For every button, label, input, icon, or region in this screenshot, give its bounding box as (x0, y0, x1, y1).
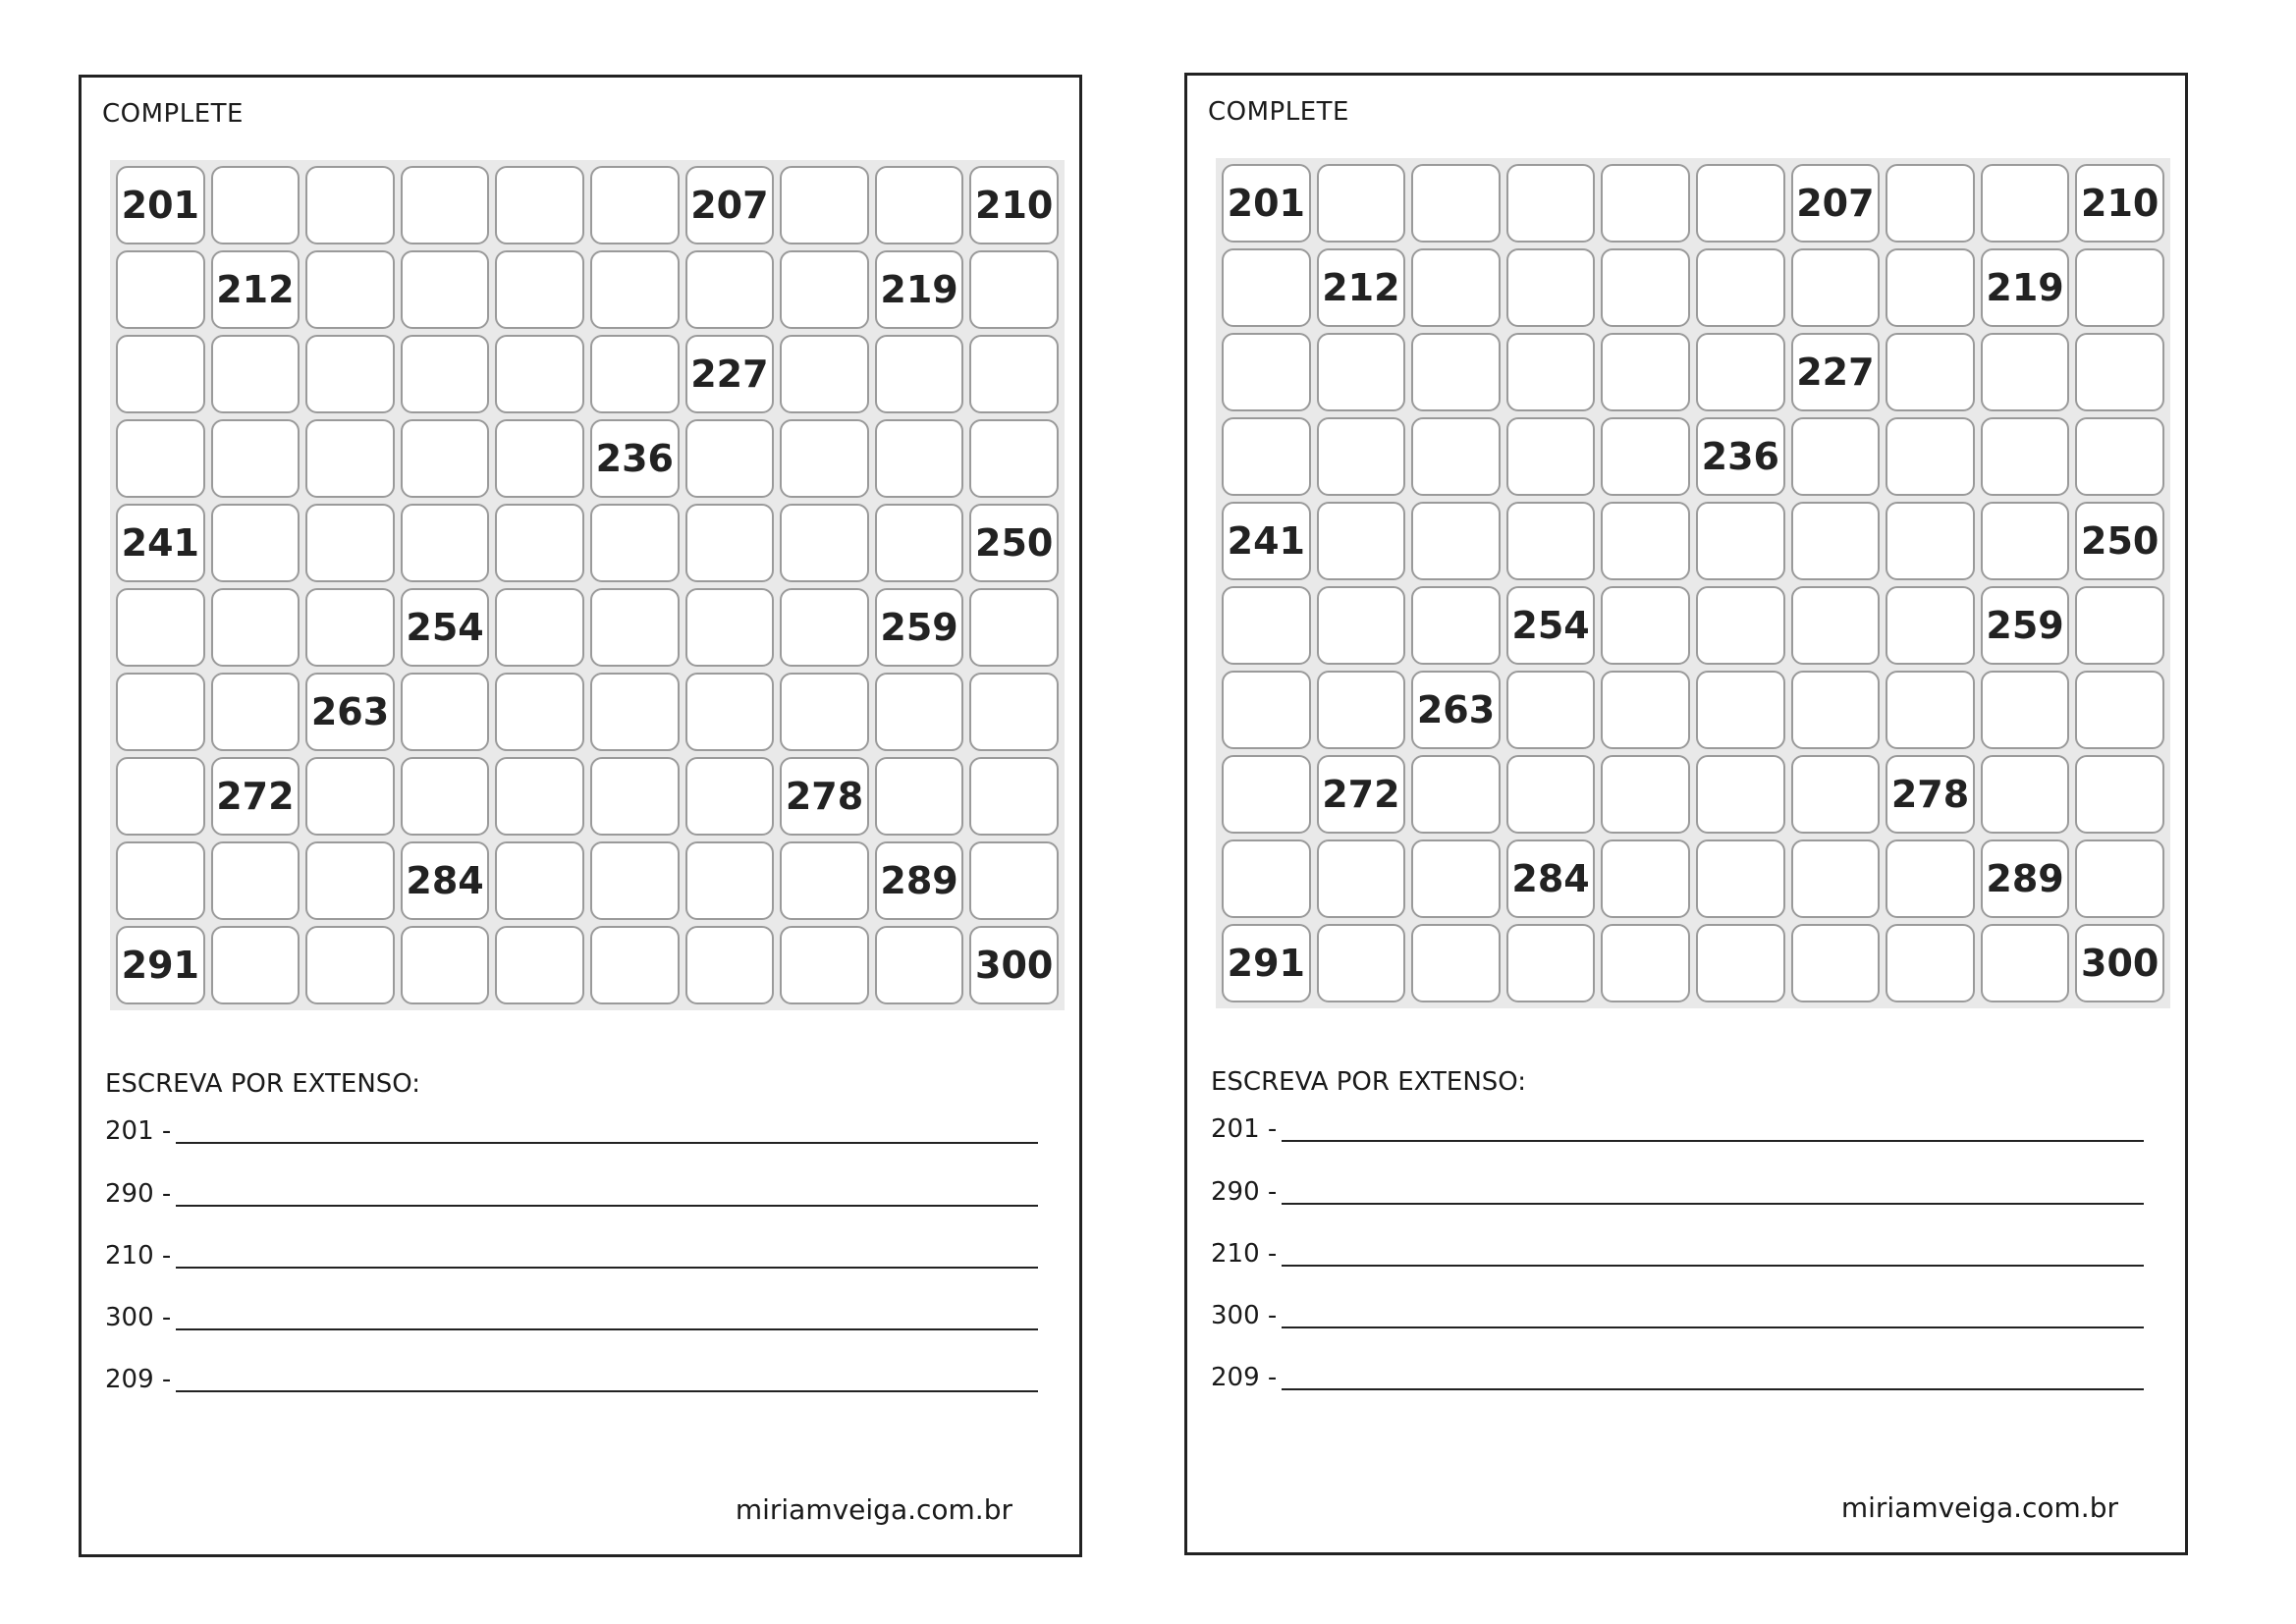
grid-cell-blank[interactable] (1696, 333, 1785, 411)
grid-cell-blank[interactable] (495, 166, 584, 244)
grid-cell-blank[interactable] (401, 166, 490, 244)
grid-cell-blank[interactable] (2075, 755, 2164, 834)
grid-cell-blank[interactable] (305, 504, 395, 582)
grid-cell-given: 219 (1981, 248, 2070, 327)
grid-cell-blank[interactable] (211, 504, 301, 582)
grid-cell-blank[interactable] (211, 588, 301, 667)
write-line[interactable] (105, 1297, 1038, 1336)
grid-cell-blank[interactable] (685, 419, 775, 498)
grid-cell-given: 227 (1791, 333, 1881, 411)
grid-cell-blank[interactable] (685, 841, 775, 920)
grid-cell-given: 289 (875, 841, 964, 920)
grid-cell-blank[interactable] (1791, 839, 1881, 918)
grid-cell-blank[interactable] (211, 926, 301, 1004)
grid-cell-blank[interactable] (1411, 839, 1501, 918)
grid-cell-given: 227 (685, 335, 775, 413)
grid-cell-blank[interactable] (875, 926, 964, 1004)
number-grid (1216, 158, 2170, 1008)
grid-cell-blank[interactable] (590, 335, 680, 413)
grid-cell-given: 201 (1222, 164, 1311, 243)
grid-cell-given: 241 (1222, 502, 1311, 580)
answer-rule (1282, 1388, 2144, 1390)
grid-cell-blank[interactable] (2075, 417, 2164, 496)
grid-cell-blank[interactable] (590, 757, 680, 836)
write-line-number: 210 - (1211, 1239, 1278, 1269)
grid-cell-blank[interactable] (969, 335, 1059, 413)
grid-cell-blank[interactable] (495, 673, 584, 751)
grid-cell-blank[interactable] (685, 757, 775, 836)
grid-cell-blank[interactable] (1506, 333, 1596, 411)
grid-cell-given: 212 (1317, 248, 1406, 327)
grid-cell-blank[interactable] (1601, 755, 1690, 834)
answer-rule (1282, 1265, 2144, 1267)
grid-cell-blank[interactable] (1981, 502, 2070, 580)
grid-cell-given: 236 (1696, 417, 1785, 496)
grid-cell-given: 250 (969, 504, 1059, 582)
write-line-number: 201 - (105, 1116, 172, 1146)
grid-cell-blank[interactable] (685, 588, 775, 667)
grid-cell-blank[interactable] (401, 673, 490, 751)
grid-cell-blank[interactable] (875, 757, 964, 836)
grid-cell-blank[interactable] (2075, 248, 2164, 327)
answer-rule (176, 1328, 1038, 1330)
grid-cell-blank[interactable] (1981, 671, 2070, 749)
grid-cell-blank[interactable] (305, 588, 395, 667)
grid-cell-given: 250 (2075, 502, 2164, 580)
grid-cell-given: 207 (685, 166, 775, 244)
grid-cell-blank[interactable] (305, 250, 395, 329)
grid-cell-blank[interactable] (969, 673, 1059, 751)
grid-cell-blank[interactable] (1886, 924, 1975, 1002)
grid-cell-given: 300 (969, 926, 1059, 1004)
answer-rule (1282, 1326, 2144, 1328)
grid-cell-blank[interactable] (1791, 671, 1881, 749)
grid-cell-blank[interactable] (1791, 755, 1881, 834)
grid-cell-blank[interactable] (590, 504, 680, 582)
worksheet-heading: COMPLETE (102, 99, 244, 129)
grid-cell-blank[interactable] (1696, 248, 1785, 327)
grid-cell-blank[interactable] (1981, 164, 2070, 243)
grid-cell-blank[interactable] (401, 926, 490, 1004)
grid-cell-blank[interactable] (1222, 417, 1311, 496)
grid-cell-blank[interactable] (780, 673, 869, 751)
grid-cell-blank[interactable] (495, 250, 584, 329)
grid-cell-blank[interactable] (1506, 671, 1596, 749)
grid-cell-given: 263 (1411, 671, 1501, 749)
grid-cell-blank[interactable] (1791, 924, 1881, 1002)
grid-cell-blank[interactable] (1411, 586, 1501, 665)
grid-cell-blank[interactable] (780, 250, 869, 329)
grid-cell-blank[interactable] (1222, 248, 1311, 327)
grid-cell-blank[interactable] (495, 757, 584, 836)
grid-cell-blank[interactable] (2075, 839, 2164, 918)
grid-cell-blank[interactable] (1411, 248, 1501, 327)
grid-cell-blank[interactable] (401, 757, 490, 836)
write-line-number: 210 - (105, 1241, 172, 1271)
grid-cell-given: 254 (401, 588, 490, 667)
grid-cell-blank[interactable] (1981, 333, 2070, 411)
grid-cell-blank[interactable] (1411, 333, 1501, 411)
grid-cell-blank[interactable] (1317, 924, 1406, 1002)
write-line-number: 209 - (105, 1365, 172, 1394)
grid-cell-given: 254 (1506, 586, 1596, 665)
grid-cell-blank[interactable] (1317, 839, 1406, 918)
grid-cell-blank[interactable] (1696, 164, 1785, 243)
grid-cell-blank[interactable] (875, 335, 964, 413)
grid-cell-blank[interactable] (401, 250, 490, 329)
grid-cell-blank[interactable] (211, 419, 301, 498)
grid-cell-blank[interactable] (211, 841, 301, 920)
grid-cell-blank[interactable] (1791, 248, 1881, 327)
grid-cell-blank[interactable] (1506, 248, 1596, 327)
write-line[interactable] (1211, 1109, 2144, 1148)
grid-cell-blank[interactable] (685, 250, 775, 329)
grid-cell-given: 207 (1791, 164, 1881, 243)
write-line-number: 290 - (1211, 1177, 1278, 1207)
grid-cell-blank[interactable] (116, 841, 205, 920)
write-line-number: 300 - (105, 1303, 172, 1332)
grid-cell-blank[interactable] (495, 841, 584, 920)
write-line-number: 209 - (1211, 1363, 1278, 1392)
grid-cell-blank[interactable] (1696, 924, 1785, 1002)
grid-cell-blank[interactable] (1601, 164, 1690, 243)
grid-cell-blank[interactable] (2075, 333, 2164, 411)
grid-cell-blank[interactable] (305, 926, 395, 1004)
grid-cell-blank[interactable] (1696, 502, 1785, 580)
grid-cell-blank[interactable] (116, 419, 205, 498)
grid-cell-blank[interactable] (1411, 924, 1501, 1002)
answer-rule (176, 1267, 1038, 1269)
grid-cell-blank[interactable] (116, 673, 205, 751)
grid-cell-given: 210 (969, 166, 1059, 244)
grid-cell-given: 259 (1981, 586, 2070, 665)
grid-cell-given: 278 (1886, 755, 1975, 834)
grid-cell-blank[interactable] (211, 335, 301, 413)
answer-rule (176, 1142, 1038, 1144)
grid-cell-blank[interactable] (1886, 671, 1975, 749)
grid-cell-blank[interactable] (1886, 417, 1975, 496)
answer-rule (1282, 1203, 2144, 1205)
grid-cell-blank[interactable] (685, 504, 775, 582)
grid-cell-blank[interactable] (780, 166, 869, 244)
grid-cell-blank[interactable] (1696, 671, 1785, 749)
write-line[interactable] (1211, 1357, 2144, 1396)
grid-cell-blank[interactable] (590, 588, 680, 667)
grid-cell-given: 284 (401, 841, 490, 920)
grid-cell-blank[interactable] (116, 588, 205, 667)
grid-cell-blank[interactable] (1506, 924, 1596, 1002)
grid-cell-blank[interactable] (1506, 164, 1596, 243)
write-in-words-title: ESCREVA POR EXTENSO: (105, 1069, 421, 1099)
grid-cell-blank[interactable] (495, 419, 584, 498)
grid-cell-blank[interactable] (1696, 839, 1785, 918)
grid-cell-blank[interactable] (1601, 924, 1690, 1002)
write-line[interactable] (105, 1235, 1038, 1274)
grid-cell-blank[interactable] (1222, 333, 1311, 411)
grid-cell-blank[interactable] (211, 166, 301, 244)
grid-cell-blank[interactable] (969, 757, 1059, 836)
grid-cell-blank[interactable] (969, 419, 1059, 498)
answer-rule (176, 1205, 1038, 1207)
grid-cell-blank[interactable] (685, 926, 775, 1004)
grid-cell-given: 300 (2075, 924, 2164, 1002)
grid-cell-blank[interactable] (211, 673, 301, 751)
grid-cell-blank[interactable] (1506, 417, 1596, 496)
write-line[interactable] (1211, 1171, 2144, 1211)
grid-cell-blank[interactable] (590, 250, 680, 329)
grid-cell-blank[interactable] (875, 166, 964, 244)
grid-cell-blank[interactable] (495, 926, 584, 1004)
grid-cell-blank[interactable] (780, 926, 869, 1004)
grid-cell-given: 272 (211, 757, 301, 836)
grid-cell-blank[interactable] (969, 841, 1059, 920)
grid-cell-blank[interactable] (495, 504, 584, 582)
write-line[interactable] (105, 1359, 1038, 1398)
write-line[interactable] (1211, 1233, 2144, 1272)
write-line-number: 300 - (1211, 1301, 1278, 1330)
grid-cell-blank[interactable] (1317, 164, 1406, 243)
grid-cell-given: 291 (1222, 924, 1311, 1002)
grid-cell-blank[interactable] (495, 335, 584, 413)
grid-cell-blank[interactable] (1791, 417, 1881, 496)
grid-cell-blank[interactable] (1506, 502, 1596, 580)
grid-cell-blank[interactable] (875, 419, 964, 498)
grid-cell-blank[interactable] (1981, 755, 2070, 834)
grid-cell-blank[interactable] (1601, 586, 1690, 665)
grid-cell-given: 291 (116, 926, 205, 1004)
grid-cell-blank[interactable] (1886, 839, 1975, 918)
grid-cell-blank[interactable] (1506, 755, 1596, 834)
grid-cell-blank[interactable] (590, 926, 680, 1004)
grid-cell-blank[interactable] (116, 250, 205, 329)
write-line-number: 201 - (1211, 1114, 1278, 1144)
footer-website: miriamveiga.com.br (735, 1493, 1012, 1526)
grid-cell-given: 210 (2075, 164, 2164, 243)
grid-cell-blank[interactable] (1696, 755, 1785, 834)
grid-cell-blank[interactable] (1696, 586, 1785, 665)
grid-cell-blank[interactable] (305, 757, 395, 836)
write-line-number: 290 - (105, 1179, 172, 1209)
grid-cell-given: 236 (590, 419, 680, 498)
grid-cell-blank[interactable] (969, 588, 1059, 667)
grid-cell-blank[interactable] (1317, 333, 1406, 411)
grid-cell-blank[interactable] (1601, 502, 1690, 580)
grid-cell-blank[interactable] (1791, 502, 1881, 580)
grid-cell-blank[interactable] (116, 335, 205, 413)
grid-cell-blank[interactable] (1601, 839, 1690, 918)
grid-cell-blank[interactable] (1222, 586, 1311, 665)
grid-cell-blank[interactable] (875, 504, 964, 582)
grid-cell-blank[interactable] (1601, 417, 1690, 496)
grid-cell-blank[interactable] (1411, 164, 1501, 243)
grid-cell-blank[interactable] (1886, 248, 1975, 327)
grid-cell-blank[interactable] (1886, 586, 1975, 665)
grid-cell-given: 241 (116, 504, 205, 582)
grid-cell-given: 212 (211, 250, 301, 329)
grid-cell-blank[interactable] (495, 588, 584, 667)
grid-cell-blank[interactable] (1601, 671, 1690, 749)
grid-cell-given: 284 (1506, 839, 1596, 918)
grid-cell-blank[interactable] (1222, 755, 1311, 834)
grid-cell-blank[interactable] (1222, 671, 1311, 749)
grid-cell-given: 289 (1981, 839, 2070, 918)
grid-cell-blank[interactable] (401, 419, 490, 498)
grid-cell-blank[interactable] (590, 841, 680, 920)
grid-cell-blank[interactable] (780, 588, 869, 667)
grid-cell-blank[interactable] (780, 419, 869, 498)
grid-cell-blank[interactable] (590, 166, 680, 244)
grid-cell-given: 201 (116, 166, 205, 244)
worksheet-right (1184, 73, 2188, 1555)
grid-cell-blank[interactable] (1317, 417, 1406, 496)
grid-cell-blank[interactable] (1601, 248, 1690, 327)
grid-cell-blank[interactable] (2075, 586, 2164, 665)
grid-cell-blank[interactable] (1317, 671, 1406, 749)
grid-cell-blank[interactable] (780, 335, 869, 413)
answer-rule (176, 1390, 1038, 1392)
grid-cell-blank[interactable] (1222, 839, 1311, 918)
footer-website: miriamveiga.com.br (1840, 1491, 2118, 1524)
grid-cell-blank[interactable] (1981, 924, 2070, 1002)
write-in-words-title: ESCREVA POR EXTENSO: (1211, 1067, 1527, 1097)
grid-cell-blank[interactable] (875, 673, 964, 751)
grid-cell-blank[interactable] (116, 757, 205, 836)
grid-cell-given: 219 (875, 250, 964, 329)
grid-cell-blank[interactable] (1411, 502, 1501, 580)
grid-cell-blank[interactable] (1317, 502, 1406, 580)
grid-cell-given: 263 (305, 673, 395, 751)
grid-cell-given: 259 (875, 588, 964, 667)
grid-cell-blank[interactable] (1601, 333, 1690, 411)
grid-cell-blank[interactable] (305, 419, 395, 498)
grid-cell-blank[interactable] (780, 841, 869, 920)
grid-cell-blank[interactable] (1317, 586, 1406, 665)
worksheet-left (79, 75, 1082, 1557)
grid-cell-blank[interactable] (780, 504, 869, 582)
write-line[interactable] (105, 1173, 1038, 1213)
grid-cell-blank[interactable] (1886, 502, 1975, 580)
grid-cell-blank[interactable] (305, 841, 395, 920)
grid-cell-given: 272 (1317, 755, 1406, 834)
grid-cell-blank[interactable] (1886, 333, 1975, 411)
grid-cell-blank[interactable] (685, 673, 775, 751)
grid-cell-blank[interactable] (305, 335, 395, 413)
grid-cell-blank[interactable] (305, 166, 395, 244)
grid-cell-blank[interactable] (969, 250, 1059, 329)
grid-cell-blank[interactable] (1411, 755, 1501, 834)
write-line[interactable] (1211, 1295, 2144, 1334)
grid-cell-blank[interactable] (1411, 417, 1501, 496)
grid-cell-given: 278 (780, 757, 869, 836)
grid-cell-blank[interactable] (401, 335, 490, 413)
grid-cell-blank[interactable] (401, 504, 490, 582)
grid-cell-blank[interactable] (2075, 671, 2164, 749)
answer-rule (1282, 1140, 2144, 1142)
grid-cell-blank[interactable] (1791, 586, 1881, 665)
grid-cell-blank[interactable] (1981, 417, 2070, 496)
grid-cell-blank[interactable] (1886, 164, 1975, 243)
write-line[interactable] (105, 1110, 1038, 1150)
grid-cell-blank[interactable] (590, 673, 680, 751)
worksheet-heading: COMPLETE (1208, 97, 1349, 127)
number-grid (110, 160, 1065, 1010)
